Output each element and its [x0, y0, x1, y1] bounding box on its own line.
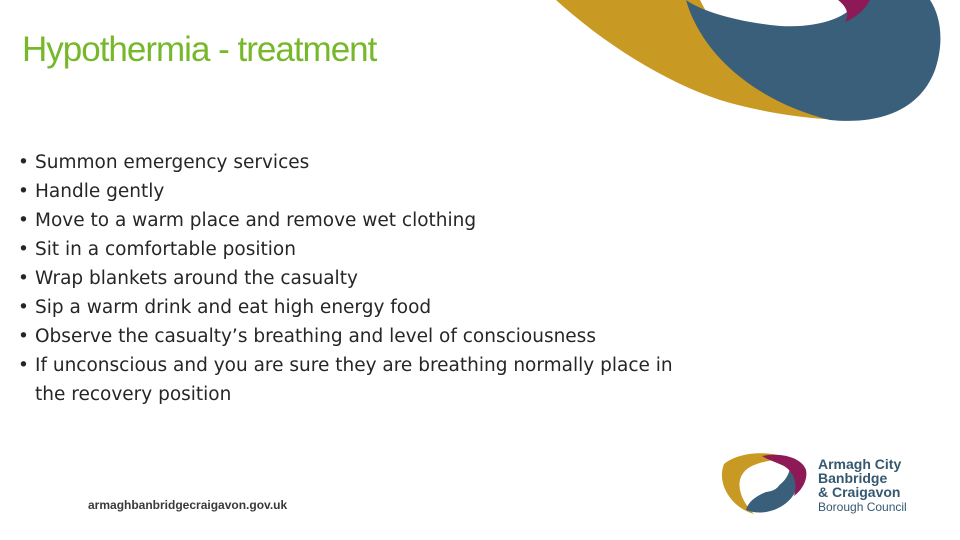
bullet-text: Sit in a comfortable position — [35, 239, 296, 260]
bullet-item — [18, 177, 698, 206]
bullet-text: Wrap blankets around the casualty — [35, 268, 358, 289]
bullet-text: Summon emergency services — [35, 152, 310, 173]
bullet-icon: • — [18, 326, 29, 347]
bullet-text: Handle gently — [35, 181, 165, 202]
bullet-icon: • — [18, 181, 29, 202]
bullet-icon: • — [18, 210, 29, 231]
bullet-item — [18, 293, 698, 322]
council-name-line-1: Armagh City — [818, 456, 902, 472]
bullet-list — [18, 148, 698, 409]
swirl-blue-band — [686, 0, 940, 121]
slide-title: Hypothermia - treatment — [22, 30, 377, 69]
logo-center-hole — [748, 472, 780, 492]
bullet-item — [18, 148, 698, 177]
council-name — [818, 457, 907, 514]
bullet-item — [18, 351, 698, 409]
bullet-text: If unconscious and you are sure they are breathing normally place in the recovery position — [35, 355, 673, 405]
swirl-decoration-icon — [540, 0, 960, 130]
council-name-line-2: Banbridge — [818, 470, 888, 486]
council-logo-icon — [718, 450, 810, 520]
bullet-item — [18, 264, 698, 293]
council-name-line-3: & Craigavon — [818, 484, 901, 500]
council-name-line-4: Borough Council — [818, 500, 907, 514]
bullet-icon: • — [18, 152, 29, 173]
bullet-icon: • — [18, 355, 29, 376]
bullet-icon: • — [18, 268, 29, 289]
bullet-icon: • — [18, 239, 29, 260]
bullet-item — [18, 206, 698, 235]
footer-website-url: armaghbanbridgecraigavon.gov.uk — [88, 498, 288, 512]
bullet-icon: • — [18, 297, 29, 318]
bullet-text: Sip a warm drink and eat high energy food — [35, 297, 432, 318]
bullet-item — [18, 235, 698, 264]
bullet-text: Observe the casualty’s breathing and level of consciousness — [35, 326, 596, 347]
bullet-text: Move to a warm place and remove wet clothing — [35, 210, 477, 231]
bullet-item — [18, 322, 698, 351]
